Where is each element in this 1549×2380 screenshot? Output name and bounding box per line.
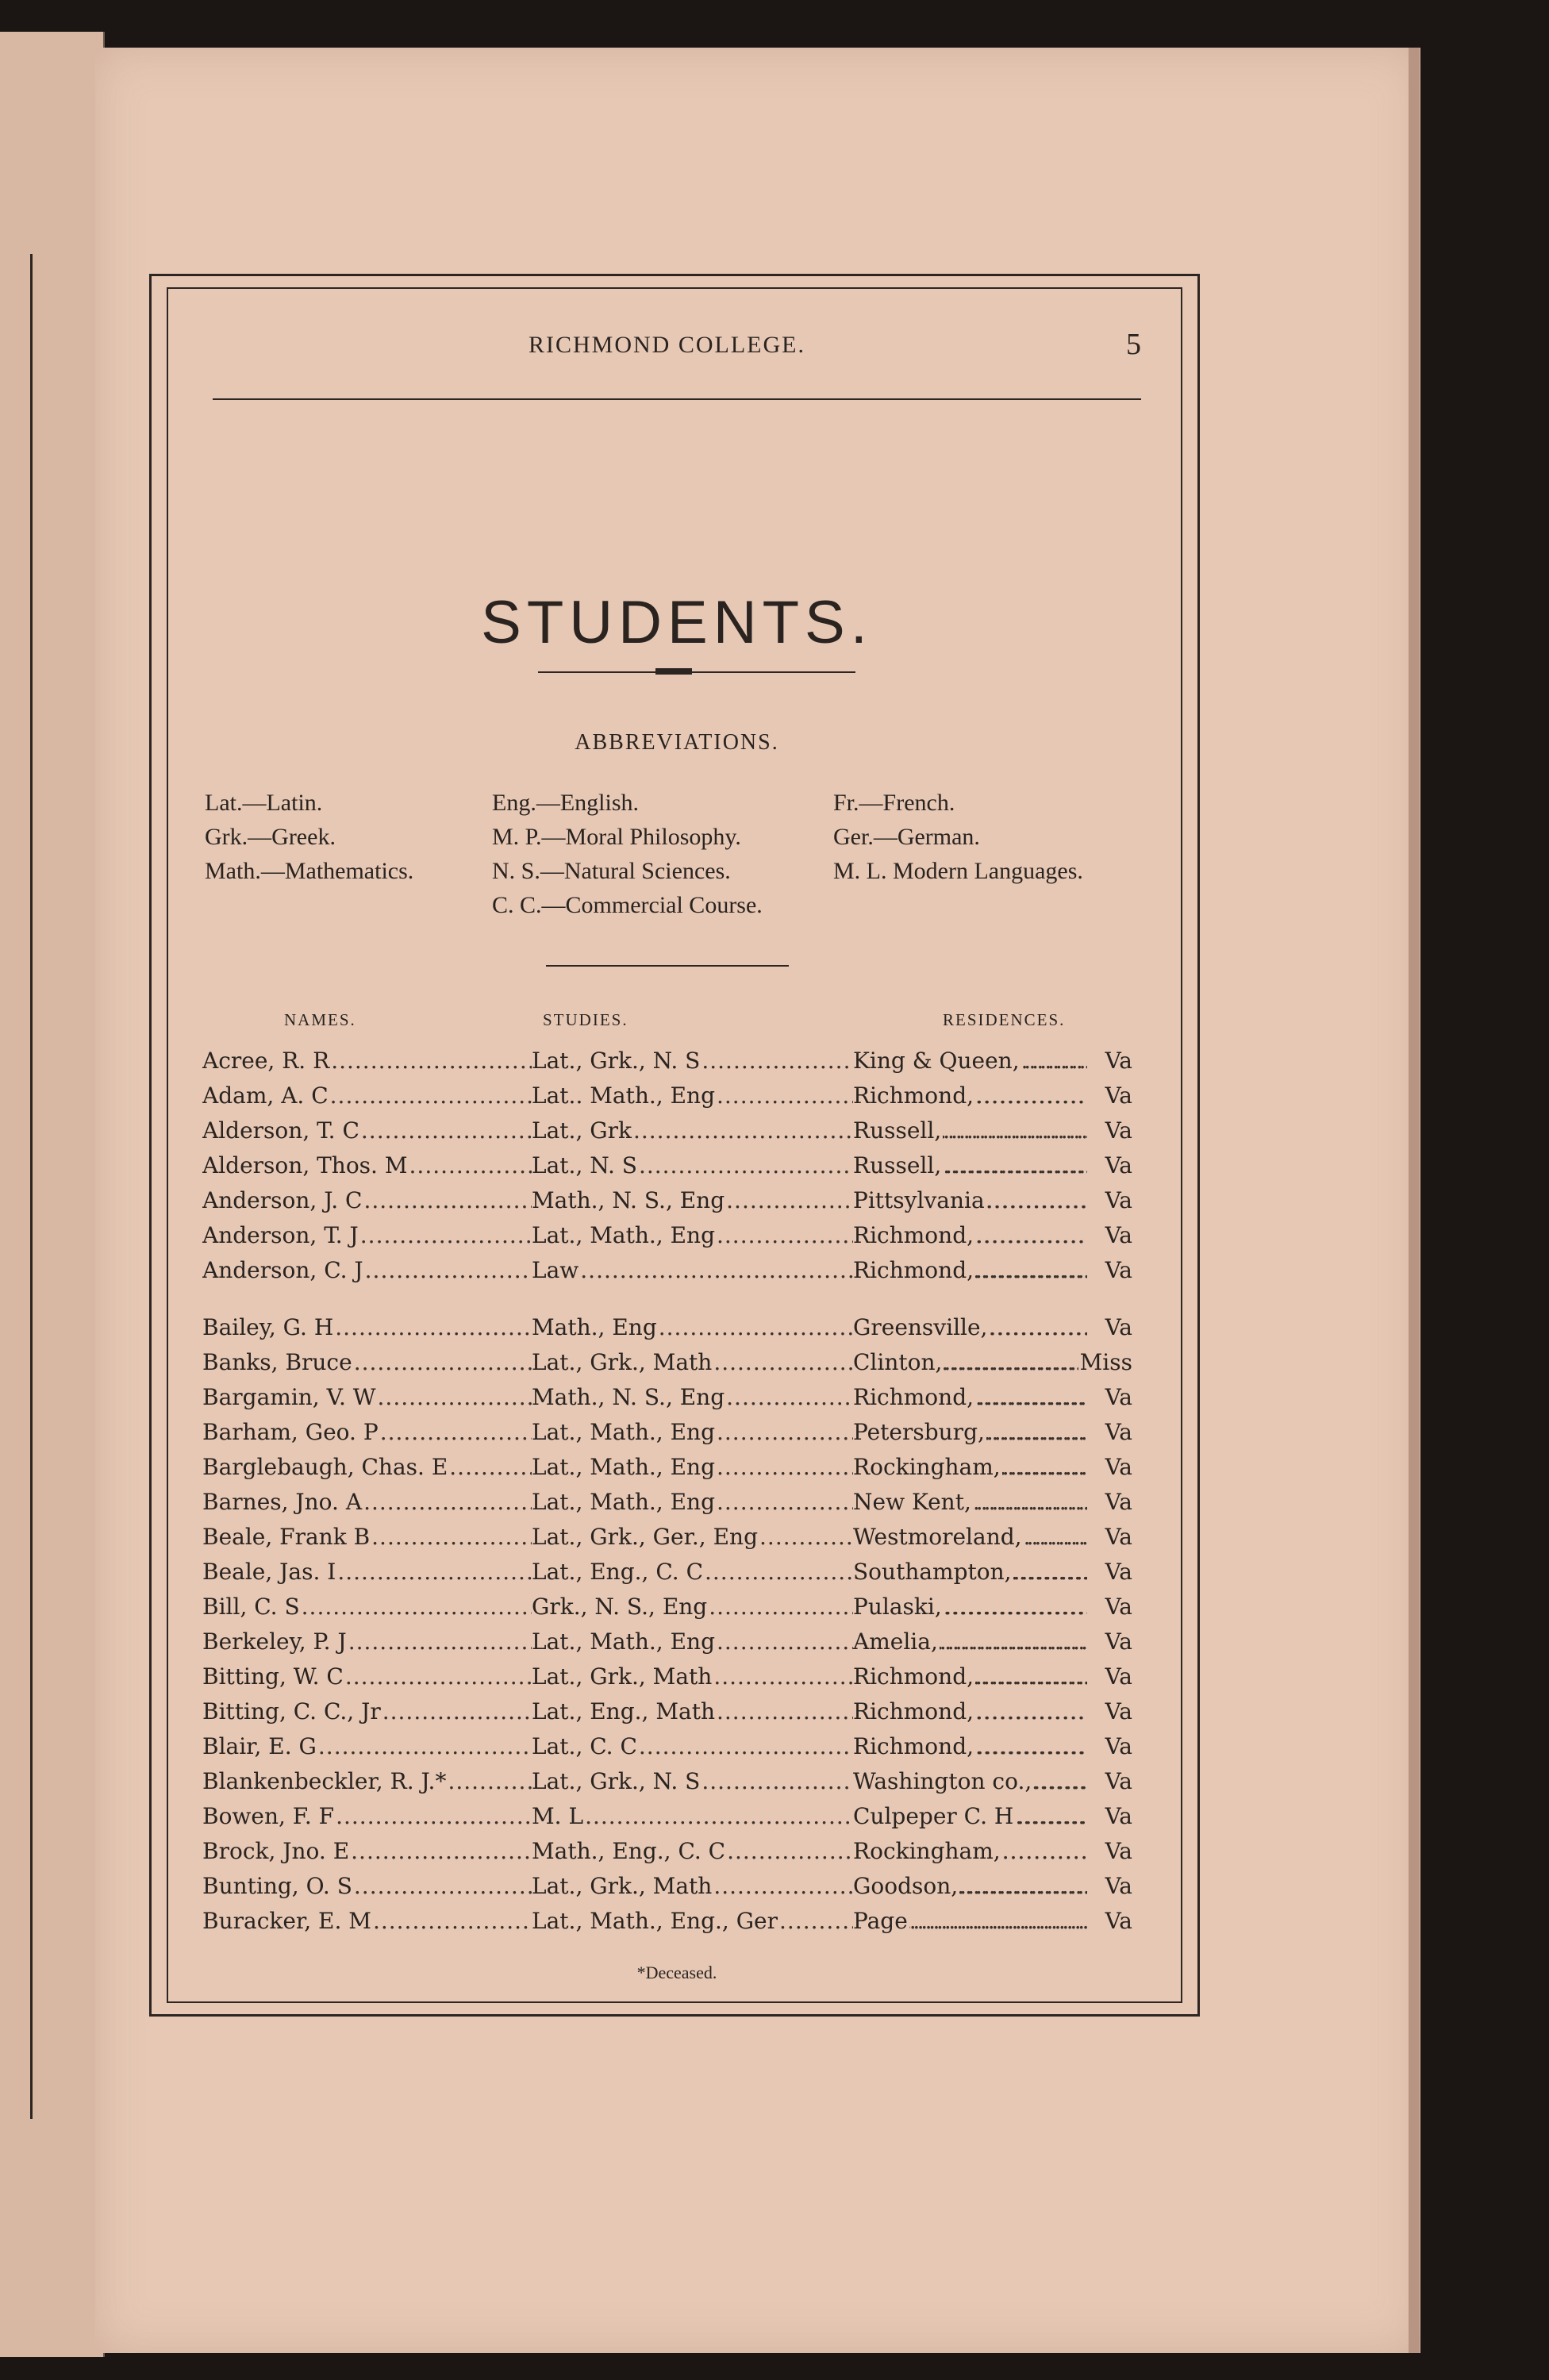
student-residence-leader <box>853 1415 1087 1450</box>
abbreviations-rule <box>546 965 789 967</box>
student-name: Blair, E. G <box>202 1733 317 1759</box>
student-row <box>202 1834 1132 1869</box>
student-name: Bowen, F. F <box>202 1803 335 1829</box>
student-residence-leader <box>853 1380 1087 1415</box>
student-name-leader <box>202 1904 532 1939</box>
student-residence: Richmond, <box>853 1733 974 1759</box>
student-name: Bitting, C. C., Jr <box>202 1698 381 1724</box>
running-title: RICHMOND COLLEGE. <box>529 332 805 358</box>
student-row <box>202 1799 1132 1834</box>
student-studies: Lat., Eng., C. C <box>532 1559 703 1585</box>
student-studies: Lat., Grk., Math <box>532 1663 713 1690</box>
student-state: Va <box>1104 1904 1132 1939</box>
student-residence-leader <box>853 1590 1087 1624</box>
student-name-leader <box>202 1590 532 1624</box>
abbreviation-entry: M. P.—Moral Philosophy. <box>492 824 741 850</box>
student-studies: Math., N. S., Eng <box>532 1187 725 1213</box>
student-residence: Petersburg, <box>853 1419 985 1445</box>
student-studies: Grk., N. S., Eng <box>532 1594 708 1620</box>
student-name-leader <box>202 1555 532 1590</box>
student-name: Bunting, O. S <box>202 1873 352 1899</box>
student-row <box>202 1415 1132 1450</box>
student-residence: Richmond, <box>853 1663 974 1690</box>
student-name-leader <box>202 1380 532 1415</box>
abbreviation-entry: N. S.—Natural Sciences. <box>492 858 731 884</box>
abbreviation-entry: Lat.—Latin. <box>205 790 323 816</box>
student-name: Alderson, T. C <box>202 1117 359 1144</box>
student-name-leader <box>202 1694 532 1729</box>
student-row <box>202 1113 1132 1148</box>
student-studies: Lat., Grk., N. S <box>532 1768 701 1794</box>
student-residence-leader <box>853 1834 1087 1869</box>
student-name-leader <box>202 1113 532 1148</box>
student-state: Va <box>1104 1078 1132 1113</box>
student-name-leader <box>202 1764 532 1799</box>
student-residence-leader <box>853 1485 1087 1520</box>
abbreviations-column-3 <box>833 786 1083 888</box>
student-state: Va <box>1104 1183 1132 1218</box>
student-residence-leader <box>853 1520 1087 1555</box>
student-name: Buracker, E. M <box>202 1908 371 1934</box>
student-name: Anderson, C. J <box>202 1257 363 1283</box>
student-residence-leader <box>853 1799 1087 1834</box>
student-row <box>202 1310 1132 1345</box>
running-header <box>213 327 1141 367</box>
student-residence: Richmond, <box>853 1222 974 1248</box>
student-name-leader <box>202 1485 532 1520</box>
student-name-leader <box>202 1218 532 1253</box>
student-name: Bill, C. S <box>202 1594 300 1620</box>
student-residence: King & Queen, <box>853 1048 1020 1074</box>
student-state: Va <box>1104 1869 1132 1904</box>
student-residence-leader <box>853 1044 1087 1078</box>
student-residence-leader <box>853 1345 1087 1380</box>
student-residence: Richmond, <box>853 1698 974 1724</box>
student-studies: Lat., N. S <box>532 1152 637 1178</box>
student-name: Acree, R. R <box>202 1048 330 1074</box>
student-name: Barnes, Jno. A <box>202 1489 363 1515</box>
student-state: Va <box>1104 1450 1132 1485</box>
student-studies: Lat., Grk., Math <box>532 1349 713 1375</box>
student-state: Va <box>1104 1555 1132 1590</box>
student-residence: Clinton, <box>853 1349 943 1375</box>
student-residence: Rockingham, <box>853 1454 1001 1480</box>
abbreviations-column-1 <box>205 786 413 888</box>
student-name-leader <box>202 1415 532 1450</box>
student-state: Va <box>1104 1624 1132 1659</box>
student-residence-leader <box>853 1113 1087 1148</box>
student-list <box>202 1044 1132 1939</box>
student-name-leader <box>202 1345 532 1380</box>
abbreviations-column-2 <box>492 786 763 922</box>
student-state: Va <box>1104 1659 1132 1694</box>
student-name: Adam, A. C <box>202 1082 329 1109</box>
student-name: Beale, Jas. I <box>202 1559 336 1585</box>
student-residence-leader <box>853 1218 1087 1253</box>
student-row <box>202 1904 1132 1939</box>
student-studies: Lat., Grk., N. S <box>532 1048 701 1074</box>
student-name-leader <box>202 1799 532 1834</box>
student-studies: Lat., Math., Eng <box>532 1222 715 1248</box>
student-residence: Richmond, <box>853 1257 974 1283</box>
student-studies: Lat., Grk <box>532 1117 632 1144</box>
student-studies: Math., Eng., C. C <box>532 1838 726 1864</box>
student-residence-leader <box>853 1729 1087 1764</box>
facing-page-border <box>0 254 33 2119</box>
student-residence: Washington co., <box>853 1768 1032 1794</box>
student-state: Va <box>1104 1520 1132 1555</box>
student-row <box>202 1764 1132 1799</box>
student-studies: Lat., Math., Eng <box>532 1628 715 1655</box>
student-row <box>202 1148 1132 1183</box>
student-row <box>202 1380 1132 1415</box>
student-name-leader <box>202 1078 532 1113</box>
student-state: Va <box>1104 1729 1132 1764</box>
student-studies: Math., N. S., Eng <box>532 1384 725 1410</box>
header-rule <box>213 398 1141 400</box>
page-edge-shadow <box>1409 48 1420 2353</box>
student-residence: Pittsylvania <box>853 1187 985 1213</box>
student-row <box>202 1450 1132 1485</box>
student-residence-leader <box>853 1310 1087 1345</box>
title-ornament-center <box>655 668 692 675</box>
student-name-leader <box>202 1659 532 1694</box>
student-residence: Southampton, <box>853 1559 1012 1585</box>
student-name-leader <box>202 1253 532 1288</box>
abbreviation-entry: C. C.—Commercial Course. <box>492 892 763 918</box>
student-name-leader <box>202 1183 532 1218</box>
student-name: Bailey, G. H <box>202 1314 334 1340</box>
student-state: Va <box>1104 1694 1132 1729</box>
student-name-leader <box>202 1624 532 1659</box>
student-residence-leader <box>853 1764 1087 1799</box>
student-state: Va <box>1104 1253 1132 1288</box>
student-name: Anderson, J. C <box>202 1187 363 1213</box>
student-name-leader <box>202 1044 532 1078</box>
student-residence-leader <box>853 1183 1087 1218</box>
student-studies: Lat., Math., Eng <box>532 1454 715 1480</box>
student-residence-leader <box>853 1624 1087 1659</box>
student-residence-leader <box>853 1078 1087 1113</box>
student-residence: Goodson, <box>853 1873 959 1899</box>
student-state: Miss <box>1078 1345 1132 1380</box>
student-residence: Richmond, <box>853 1082 974 1109</box>
student-residence-leader <box>853 1659 1087 1694</box>
student-name-leader <box>202 1450 532 1485</box>
student-state: Va <box>1104 1799 1132 1834</box>
student-name: Beale, Frank B <box>202 1524 371 1550</box>
student-state: Va <box>1104 1044 1132 1078</box>
student-row <box>202 1345 1132 1380</box>
page-title: STUDENTS. <box>481 588 873 656</box>
student-residence: Amelia, <box>853 1628 938 1655</box>
student-state: Va <box>1104 1485 1132 1520</box>
student-state: Va <box>1104 1590 1132 1624</box>
student-studies: Lat., Math., Eng <box>532 1419 715 1445</box>
student-residence: Culpeper C. H <box>853 1803 1014 1829</box>
student-residence: Russell, <box>853 1117 942 1144</box>
student-residence-leader <box>853 1694 1087 1729</box>
student-row <box>202 1485 1132 1520</box>
student-state: Va <box>1104 1148 1132 1183</box>
student-row <box>202 1218 1132 1253</box>
student-studies: Lat., Eng., Math <box>532 1698 715 1724</box>
title-ornament-rule <box>538 671 855 673</box>
student-name-leader <box>202 1729 532 1764</box>
student-studies: Lat., Math., Eng <box>532 1489 715 1515</box>
student-studies: Lat., Grk., Math <box>532 1873 713 1899</box>
abbreviation-entry: Fr.—French. <box>833 790 955 816</box>
student-row <box>202 1555 1132 1590</box>
student-residence-leader <box>853 1555 1087 1590</box>
student-row <box>202 1694 1132 1729</box>
abbreviation-entry: Eng.—English. <box>492 790 639 816</box>
student-residence-leader <box>853 1148 1087 1183</box>
student-studies: Lat.. Math., Eng <box>532 1082 715 1109</box>
student-state: Va <box>1104 1310 1132 1345</box>
abbreviation-entry: Grk.—Greek. <box>205 824 336 850</box>
column-header-studies: STUDIES. <box>543 1010 628 1029</box>
student-name: Blankenbeckler, R. J.* <box>202 1768 447 1794</box>
student-name: Anderson, T. J <box>202 1222 359 1248</box>
student-name: Bargamin, V. W <box>202 1384 376 1410</box>
column-header-residences: RESIDENCES. <box>943 1010 1066 1029</box>
student-state: Va <box>1104 1834 1132 1869</box>
abbreviation-entry: Math.—Mathematics. <box>205 858 414 884</box>
abbreviations-heading: ABBREVIATIONS. <box>575 730 779 755</box>
page-number: 5 <box>1126 328 1141 361</box>
student-row <box>202 1729 1132 1764</box>
student-row <box>202 1183 1132 1218</box>
student-name: Bitting, W. C <box>202 1663 344 1690</box>
abbreviation-entry: M. L. Modern Languages. <box>833 858 1083 884</box>
footnote: *Deceased. <box>636 1963 717 1982</box>
student-row <box>202 1078 1132 1113</box>
student-residence: Westmoreland, <box>853 1524 1022 1550</box>
student-name-leader <box>202 1310 532 1345</box>
student-name-leader <box>202 1834 532 1869</box>
student-row <box>202 1590 1132 1624</box>
student-state: Va <box>1104 1113 1132 1148</box>
student-row <box>202 1044 1132 1078</box>
student-studies: Lat., C. C <box>532 1733 637 1759</box>
student-residence: Pulaski, <box>853 1594 942 1620</box>
student-studies: M. L <box>532 1803 584 1829</box>
student-residence-leader <box>853 1869 1087 1904</box>
student-name: Berkeley, P. J <box>202 1628 347 1655</box>
abbreviation-entry: Ger.—German. <box>833 824 980 850</box>
student-studies: Lat., Math., Eng., Ger <box>532 1908 778 1934</box>
student-residence: Greensville, <box>853 1314 988 1340</box>
student-name: Brock, Jno. E <box>202 1838 350 1864</box>
student-row <box>202 1253 1132 1288</box>
student-row <box>202 1624 1132 1659</box>
student-name: Barglebaugh, Chas. E <box>202 1454 448 1480</box>
student-studies: Lat., Grk., Ger., Eng <box>532 1524 759 1550</box>
student-name: Banks, Bruce <box>202 1349 352 1375</box>
student-residence-leader <box>853 1904 1087 1939</box>
student-name: Barham, Geo. P <box>202 1419 379 1445</box>
student-name-leader <box>202 1520 532 1555</box>
student-studies: Law <box>532 1257 579 1283</box>
student-residence: Rockingham, <box>853 1838 1001 1864</box>
student-state: Va <box>1104 1218 1132 1253</box>
student-residence-leader <box>853 1450 1087 1485</box>
student-name-leader <box>202 1148 532 1183</box>
student-row <box>202 1869 1132 1904</box>
student-state: Va <box>1104 1764 1132 1799</box>
student-residence-leader <box>853 1253 1087 1288</box>
student-state: Va <box>1104 1415 1132 1450</box>
student-residence: New Kent, <box>853 1489 971 1515</box>
student-name: Alderson, Thos. M <box>202 1152 408 1178</box>
student-residence: Page <box>853 1908 908 1934</box>
student-state: Va <box>1104 1380 1132 1415</box>
student-studies: Math., Eng <box>532 1314 657 1340</box>
student-name-leader <box>202 1869 532 1904</box>
student-row <box>202 1520 1132 1555</box>
student-row <box>202 1659 1132 1694</box>
student-residence: Russell, <box>853 1152 942 1178</box>
facing-page-edge <box>0 32 105 2357</box>
student-residence: Richmond, <box>853 1384 974 1410</box>
column-header-names: NAMES. <box>284 1010 356 1029</box>
